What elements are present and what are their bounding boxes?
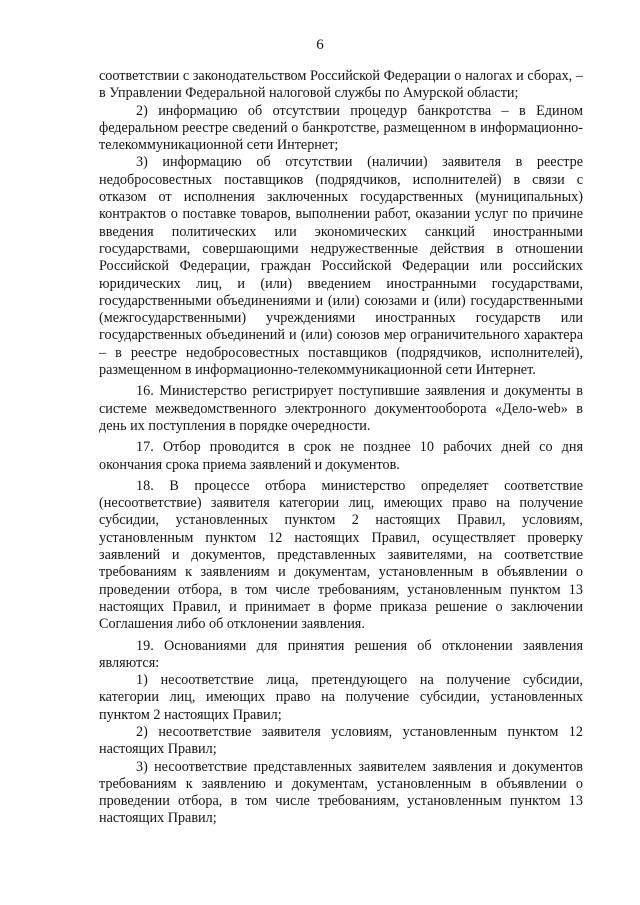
paragraph-continuation: соответствии с законодательством Российской Федерации о налогах и сборах, – в Управлении Федеральной налоговой службы по Амурской области;	[99, 68, 583, 102]
paragraph-19-item-2: 2) несоответствие заявителя условиям, установленным пунктом 12 настоящих Правил;	[99, 723, 583, 758]
paragraph-19: 19. Основаниями для принятия решения об отклонении заявления являются:	[99, 637, 583, 671]
paragraph-18: 18. В процессе отбора министерство определяет соответствие (несоответствие) заявителя категории лиц, имеющих право на получение субсидии, установленных пунктом 2 настоящих Правил, условиям, установленным пунктом 12 настоящих Правил, осуществляет проверку заявлений и документов, представленных заявителями, на соответствие требованиям к заявлениям и документам, установленным в объявлении о проведении отбора, в том числе требованиям, установленным пунктом 13 настоящих Правил, и принимает в форме приказа решение о заключении Соглашения либо об отклонении заявления.	[99, 477, 583, 633]
page-number: 6	[316, 37, 324, 53]
paragraph-19-item-1: 1) несоответствие лица, претендующего на получение субсидии, категории лиц, имеющих право на получение субсидии, установленных пунктом 2 настоящих Правил;	[99, 672, 583, 723]
paragraph-item-2: 2) информацию об отсутствии процедур банкротства – в Едином федеральном реестре сведений о банкротстве, размещенном в информационно-телекоммуникационной сети Интернет;	[99, 102, 583, 154]
paragraph-16: 16. Министерство регистрирует поступившие заявления и документы в системе межведомственного электронного документооборота «Дело-web» в день их поступления в порядке очередности.	[99, 383, 583, 434]
paragraph-17: 17. Отбор проводится в срок не позднее 10 рабочих дней со дня окончания срока приема заявлений и документов.	[99, 439, 583, 473]
paragraph-19-item-3: 3) несоответствие представленных заявителем заявления и документов требованиям к заявлению и документам, установленным в объявлении о проведении отбора, в том числе требованиям, установленным пунктом 13 настоящих Правил;	[99, 758, 583, 827]
paragraph-item-3: 3) информацию об отсутствии (наличии) заявителя в реестре недобросовестных поставщиков (подрядчиков, исполнителей) в связи с отказом от исполнения заключенных государственных (муниципальных) контрактов о поставке товаров, выполнении работ, оказании услуг по причине введения политических или экономических санкций иностранными государствами, совершающими недружественные действия в отношении Российской Федерации, граждан Российской Федерации или российских юридических лиц, и (или) введением иностранными государствами, государственными объединениями и (или) союзами и (или) государственными (межгосударственными) учреждениями иностранных государств или государственных объединений и (или) союзов мер ограничительного характера – в реестре недобросовестных поставщиков (подрядчиков, исполнителей), размещенном в информационно-телекоммуникационной сети Интернет.	[99, 154, 583, 379]
document-body	[99, 68, 583, 828]
